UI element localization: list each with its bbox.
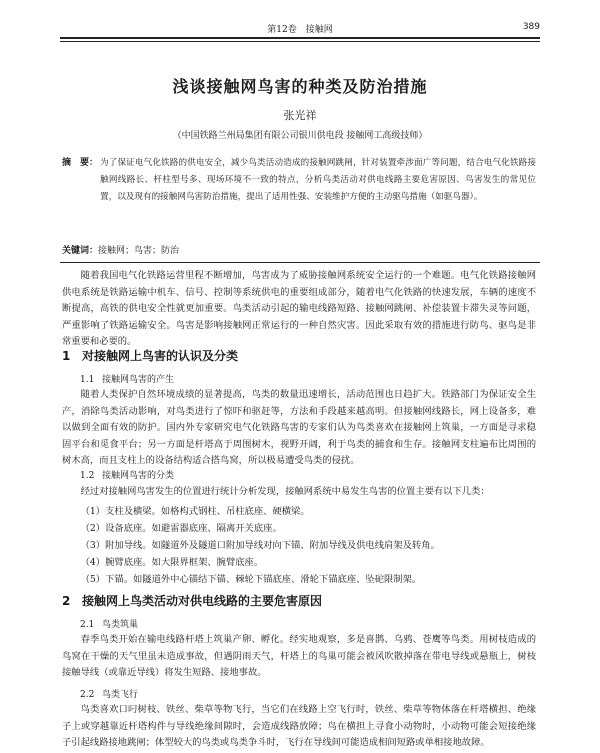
abstract [62,155,536,206]
keywords [62,243,179,256]
article-title: 浅谈接触网鸟害的种类及防治措施 [172,77,428,96]
list-item: （1）支柱及横梁。如格构式钢柱、吊柱底座、硬横梁。 [80,506,310,517]
affiliation: （中国铁路兰州局集团有限公司银川供电段 接触网工高级技师） [172,131,428,141]
intro-paragraph: 随着我国电气化铁路运营里程不断增加，鸟害成为了威胁接触网系统安全运行的一个难题。电气化铁路接触网供电系统是铁路运输中机车、信号、控制等系统供电的重要组成部分，随着电气化铁路的快速发展，车辆的速度不断提高，高铁的供电安全性就更加重要。鸟类活动引起的输电线路短路、接触网跳闸、补偿装置卡滞失灵等问题，严重影响了铁路运输安全。鸟害是影响接触网正常运行的一种自然灾害。因此采取有效的措施进行防鸟、驱鸟是非常重要和必要的。 [62,270,536,348]
header-rule [60,37,540,39]
section-1-heading [62,347,238,364]
abstract-text: 为了保证电气化铁路的供电安全，减少鸟类活动造成的接触网跳闸，针对装置牵涉面广等问题，结合电气化铁路接触网线路长、杆柱型号多、现场环境不一致的特点，分析鸟类活动对供电线路主要危害原因、鸟害发生的常见位置，以及现有的接触网鸟害防治措施，提出了适用性强、安装维护方便的主动驱鸟措施（如驱鸟器）。 [100,158,536,202]
section-2-heading [62,592,322,609]
author: 张光祥 [283,109,317,122]
running-title: 第12卷 接触网 [267,25,333,35]
section-number: 2 [62,594,71,608]
section-number: 1 [62,349,71,363]
paragraph-2-2: 鸟类喜欢口叼树枝、铁丝、柴草等物飞行，当它们在线路上空飞行时，铁丝、柴草等物体落在杆塔横担、绝缘子上或穿越靠近杆塔构件与导线绝缘间隙时，会造成线路放障；鸟在横担上寻食小动物时，小动物可能会短接绝缘子引起线路接地跳闸；体型较大的鸟类或鸟类争斗时，飞行在导线间可能造成相间短路或单相接地故障。 [62,704,536,749]
subsection-title: 接触网鸟害的分类 [102,471,175,481]
paragraph-1-2: 经过对接触网鸟害发生的位置进行统计分析发现，接触网系统中易发生鸟害的位置主要有以下几类： [80,486,490,497]
subsection-1-1-heading [80,372,174,385]
subsection-title: 接触网鸟害的产生 [102,375,175,385]
subsection-1-2-heading [80,468,174,481]
subsection-2-2-heading [80,687,138,700]
abstract-divider [60,262,540,263]
list-item: （5）下锚。如隧道外中心锚结下锚、棘轮下锚底座、滑轮下锚底座、坠砣限制架。 [80,574,422,585]
header-rule-thin [60,41,540,42]
section-title: 接触网上鸟类活动对供电线路的主要危害原因 [82,594,323,608]
list-item: （3）附加导线。如隧道外及隧道口附加导线对向下锚、附加导线及供电线肩架及转角。 [80,540,440,551]
paragraph-1-1: 随着人类保护自然环境成绩的显著提高，鸟类的数量迅速增长，活动范围也日趋扩大。铁路部门为保证安全生产，消除鸟类活动影响，对鸟类进行了惊吓和驱赶等，方法和手段越来越高明。但接触网线路长，网上设备多，难以做到全面有效的防护。国内外专家研究电气化铁路鸟害的专家们认为鸟类喜欢在接触网上筑巢，一方面是寻求稳固平台和觅食平台；另一方面是杆塔高于周围树木，视野开阔，利于鸟类的捕食和生存。接触网支柱遍布比周围的树木高，而且支柱上的设备结构适合搭鸟窝，所以极易遭受鸟类的侵扰。 [62,389,536,467]
abstract-label: 摘 要： [62,158,99,168]
subsection-number: 1.2 [80,471,95,481]
page-number: 389 [522,22,540,32]
subsection-title: 鸟类飞行 [102,690,139,700]
subsection-number: 1.1 [80,375,95,385]
keywords-label: 关键词： [62,246,99,256]
paragraph-2-1: 春季鸟类开始在输电线路杆塔上筑巢产卵、孵化。经实地观察，多是喜鹊、乌鸦、苍鹰等鸟类。用树枝造成的鸟窝在干燥的天气里虽未造成事故，但遇阴雨天气，杆塔上的鸟巢可能会被风吹散掉落在带电导线或悬瓶上，树枝接触导线（或靠近导线）将发生短路、接地事故。 [62,634,536,679]
section-title: 对接触网上鸟害的认识及分类 [82,349,239,363]
subsection-2-1-heading [80,617,138,630]
keywords-text: 接触网；鸟害；防治 [98,246,180,256]
subsection-number: 2.2 [80,690,95,700]
subsection-title: 鸟类筑巢 [102,620,139,630]
list-item: （4）腕臂底座。如大限界框架、腕臂底座。 [80,557,264,568]
running-head [60,22,540,38]
list-item: （2）设备底座。如避雷器底座、隔离开关底座。 [80,523,282,534]
subsection-number: 2.1 [80,620,95,630]
